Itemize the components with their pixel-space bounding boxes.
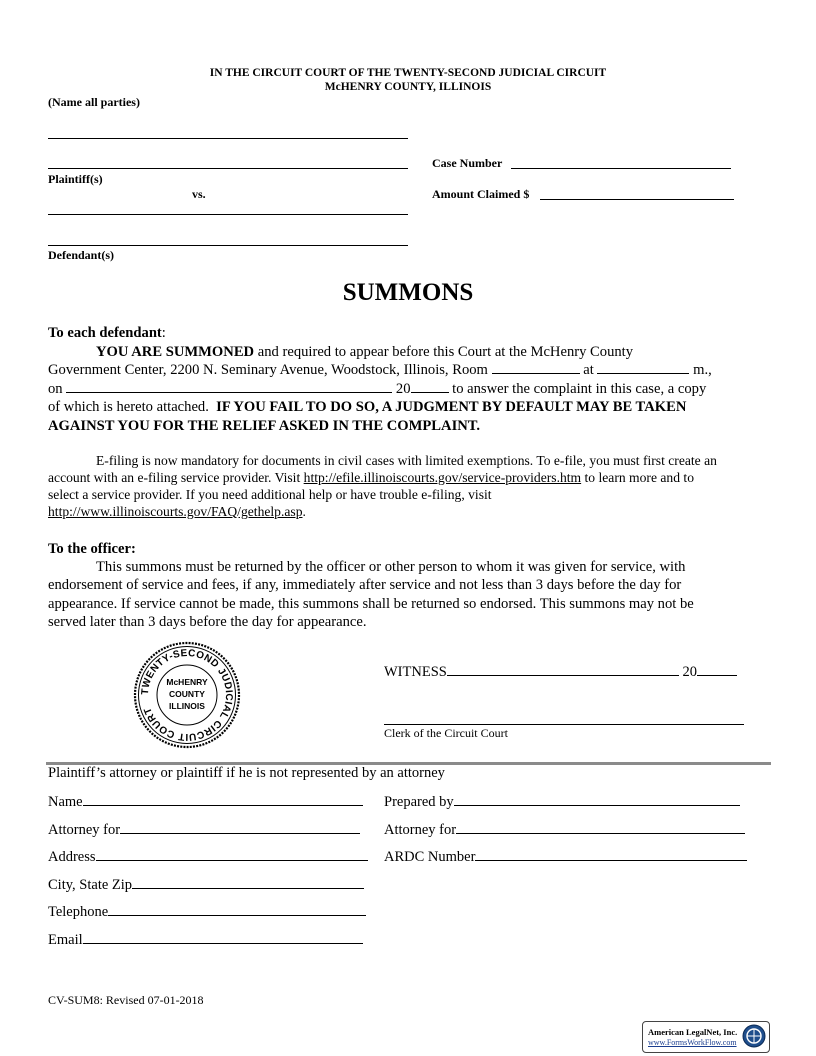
ardc-label: ARDC Number <box>384 849 476 865</box>
globe-icon <box>742 1024 766 1048</box>
efiling-line-3: select a service provider. If you need additional help or have trouble e-filing, visit <box>48 487 492 502</box>
city-state-zip-label: City, State Zip <box>48 877 133 893</box>
versus-label: vs. <box>192 187 206 201</box>
efiling-line-2 <box>48 469 694 486</box>
on-label: on <box>48 381 63 397</box>
officer-heading-text: To the officer: <box>48 541 136 557</box>
clerk-label: Clerk of the Circuit Court <box>384 726 508 740</box>
logo-company: American LegalNet, Inc. <box>648 1027 738 1037</box>
prepared-by-field[interactable] <box>454 792 740 806</box>
plaintiff-line-2[interactable] <box>48 168 408 169</box>
clerk-signature-line[interactable] <box>384 724 744 725</box>
address-row <box>48 847 368 866</box>
telephone-label: Telephone <box>48 904 109 920</box>
gethelp-link[interactable]: http://www.illinoiscourts.gov/FAQ/gethelp.asp <box>48 504 303 519</box>
ardc-field[interactable] <box>475 847 747 861</box>
attorney-for-row <box>48 820 360 839</box>
defendant-heading-text: To each defendant <box>48 325 162 341</box>
name-field[interactable] <box>83 792 363 806</box>
summons-line-2 <box>48 361 712 380</box>
defendant-heading <box>48 324 166 343</box>
email-row <box>48 930 363 949</box>
telephone-field[interactable] <box>108 902 366 916</box>
summons-line-4 <box>48 398 686 417</box>
appearance-date-field[interactable] <box>66 380 392 393</box>
prepared-by-label: Prepared by <box>384 794 454 810</box>
name-row <box>48 792 363 811</box>
amount-claimed-label: Amount Claimed $ <box>432 187 530 201</box>
attorney-for-label: Attorney for <box>48 822 121 838</box>
logo-url: www.FormsWorkFlow.com <box>648 1038 737 1047</box>
attorney-for-right-label: Attorney for <box>384 822 457 838</box>
efiling-line-2-b: to learn more and to <box>581 470 694 485</box>
county-heading: McHENRY COUNTY, ILLINOIS <box>324 81 492 93</box>
email-field[interactable] <box>83 930 363 944</box>
officer-heading <box>48 540 136 559</box>
meridiem-label: m., <box>693 362 712 378</box>
efiling-line-4 <box>48 503 306 520</box>
ardc-row <box>384 847 747 866</box>
room-field[interactable] <box>492 361 580 374</box>
legalnet-logo[interactable] <box>642 1021 770 1053</box>
defendants-label: Defendant(s) <box>48 248 114 262</box>
summons-line-5 <box>48 417 480 436</box>
plaintiffs-label: Plaintiff(s) <box>48 172 103 186</box>
summons-line-1-text: and required to appear before this Court at the McHenry County <box>254 344 634 360</box>
amount-claimed-field[interactable] <box>540 199 734 200</box>
service-providers-link[interactable]: http://efile.illinoiscourts.gov/service-providers.htm <box>303 470 582 485</box>
case-number-field[interactable] <box>511 168 731 169</box>
you-are-summoned: YOU ARE SUMMONED <box>96 344 255 360</box>
efiling-line-2-a: account with an e-filing service provider. Visit <box>48 470 304 485</box>
officer-line-4: served later than 3 days before the day for appearance. <box>48 614 367 630</box>
form-id: CV-SUM8: Revised 07-01-2018 <box>48 993 204 1007</box>
appearance-year-field[interactable] <box>411 380 449 393</box>
address-label: Address <box>48 849 96 865</box>
document-title: SUMMONS <box>342 279 474 306</box>
summons-line-3 <box>48 380 706 399</box>
court-seal <box>133 641 241 749</box>
seal-center-line-1: McHENRY <box>166 677 208 687</box>
witness-year-prefix: 20 <box>682 664 697 680</box>
email-label: Email <box>48 932 83 948</box>
attorney-for-field[interactable] <box>120 820 360 834</box>
name-label: Name <box>48 794 83 810</box>
officer-line-3: appearance. If service cannot be made, this summons shall be returned so endorsed. This summons may not be <box>48 596 694 612</box>
witness-label: WITNESS <box>384 664 447 680</box>
efiling-line-1: E-filing is now mandatory for documents in civil cases with limited exemptions. To e-file, you must first create an <box>96 453 717 468</box>
prepared-by-row <box>384 792 740 811</box>
witness-row <box>384 662 737 681</box>
default-warning-2: AGAINST YOU FOR THE RELIEF ASKED IN THE COMPLAINT. <box>48 418 481 434</box>
case-number-label: Case Number <box>432 156 503 170</box>
attorney-heading: Plaintiff’s attorney or plaintiff if he is not represented by an attorney <box>48 765 445 781</box>
seal-center-line-3: ILLINOIS <box>169 701 205 711</box>
court-name-heading: IN THE CIRCUIT COURT OF THE TWENTY-SECOND JUDICIAL CIRCUIT <box>209 67 607 79</box>
telephone-row <box>48 902 366 921</box>
default-warning-1: IF YOU FAIL TO DO SO, A JUDGMENT BY DEFAULT MAY BE TAKEN <box>216 399 687 415</box>
attorney-for-right-field[interactable] <box>456 820 745 834</box>
efiling-line-4-end: . <box>302 504 306 519</box>
defendant-heading-colon: : <box>161 325 166 341</box>
attorney-for-right-row <box>384 820 745 839</box>
time-field[interactable] <box>597 361 689 374</box>
witness-year-field[interactable] <box>697 662 737 676</box>
year-prefix: 20 <box>395 381 411 397</box>
plaintiff-line-1[interactable] <box>48 138 408 139</box>
defendant-line-1[interactable] <box>48 214 408 215</box>
attached-text: of which is hereto attached. <box>48 399 209 415</box>
name-all-parties-label: (Name all parties) <box>48 95 140 109</box>
address-field[interactable] <box>96 847 368 861</box>
seal-ring-text: TWENTY-SECOND JUDICIAL CIRCUIT COURT <box>139 647 235 743</box>
answer-complaint-text: to answer the complaint in this case, a copy <box>452 381 707 397</box>
city-state-zip-field[interactable] <box>132 875 364 889</box>
seal-center-line-2: COUNTY <box>169 689 205 699</box>
witness-field[interactable] <box>447 662 679 676</box>
at-label: at <box>583 362 594 378</box>
city-state-zip-row <box>48 875 364 894</box>
location-text: Government Center, 2200 N. Seminary Avenue, Woodstock, Illinois, Room <box>48 362 488 378</box>
officer-line-1: This summons must be returned by the officer or other person to whom it was given for service, with <box>96 559 686 575</box>
defendant-line-2[interactable] <box>48 245 408 246</box>
officer-line-2: endorsement of service and fees, if any, immediately after service and not less than 3 days before the day for <box>48 577 682 593</box>
summons-line-1 <box>96 343 633 362</box>
